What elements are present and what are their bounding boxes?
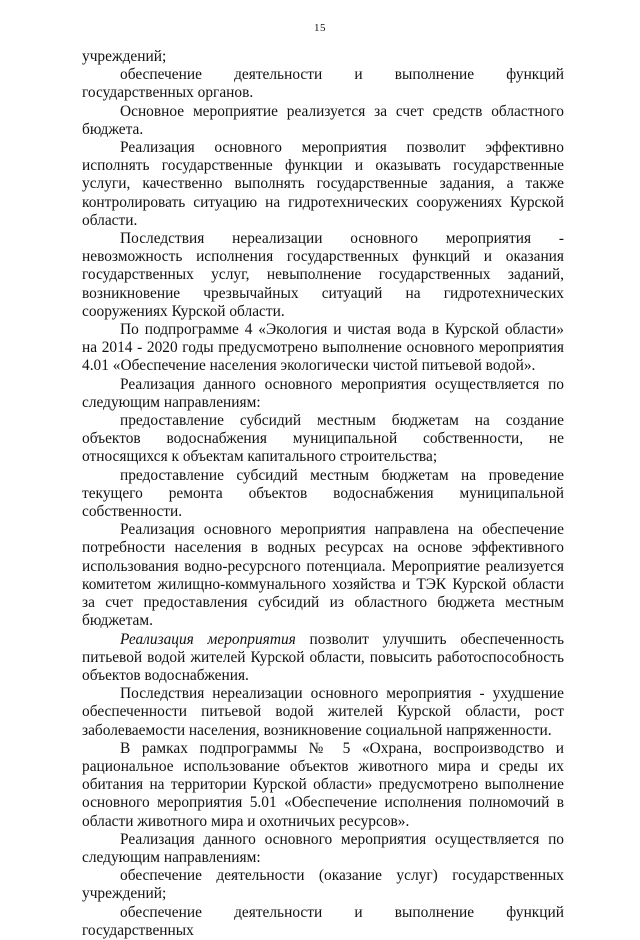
paragraph: Основное мероприятие реализуется за счет средств областного бюджета. [82,102,564,138]
italic-lead-text: Реализация мероприятия [120,630,296,648]
document-body [82,48,564,940]
page-number: 15 [314,22,326,34]
paragraph-italic-lead [82,631,564,686]
paragraph: предоставление субсидий местным бюджетам на создание объектов водоснабжения муниципальной собственности, не относящихся к объектам капитального строительства; [82,412,564,466]
paragraph: По подпрограмме 4 «Экология и чистая вода в Курской области» на 2014 - 2020 годы предусмотрено выполнение основного мероприятия 4.01 «Обеспечение населения экологически чистой питьевой водой». [82,321,564,375]
paragraph: обеспечение деятельности и выполнение функций государственных органов. [82,66,564,102]
paragraph: Последствия нереализации основного мероприятия - невозможность исполнения государственных функций и оказания государственных услуг, невыполнение государственных заданий, возникновение чрезвычайных ситуаций на гидротехнических сооружениях Курской области. [82,230,564,320]
paragraph: предоставление субсидий местным бюджетам на проведение текущего ремонта объектов водоснабжения муниципальной собственности. [82,466,564,521]
paragraph-rest-text: позволит улучшить обеспеченность питьевой водой жителей Курской области, повысить работоспособность объектов водоснабжения. [82,630,564,684]
paragraph: Реализация данного основного мероприятия осуществляется по следующим направлениям: [82,375,564,411]
paragraph: Реализация основного мероприятия позволит эффективно исполнять государственные функции и оказывать государственные услуги, качественно выполнять государственные задания, а также контролировать ситуацию на гидротехнических сооружениях Курской области. [82,139,564,229]
paragraph: обеспечение деятельности и выполнение функций государственных [82,903,564,939]
paragraph: Последствия нереализации основного мероприятия - ухудшение обеспеченности питьевой водой жителей Курской области, рост заболеваемости населения, возникновение социальной напряженности. [82,685,564,739]
paragraph: В рамках подпрограммы № 5 «Охрана, воспроизводство и рациональное использование объектов животного мира и среды их обитания на территории Курской области» предусмотрено выполнение основного мероприятия 5.01 «Обеспечение исполнения полномочий в области животного мира и охотничьих ресурсов». [82,739,564,830]
paragraph: Реализация данного основного мероприятия осуществляется по следующим направлениям: [82,830,564,866]
paragraph: обеспечение деятельности (оказание услуг) государственных учреждений; [82,867,564,903]
paragraph: Реализация основного мероприятия направлена на обеспечение потребности населения в водных ресурсах на основе эффективного использования водно-ресурсного потенциала. Мероприятие реализуется комитетом жилищно-коммунального хозяйства и ТЭК Курской области за счет предоставления субсидий из областного бюджета местным бюджетам. [82,521,564,630]
paragraph: учреждений; [82,48,167,65]
